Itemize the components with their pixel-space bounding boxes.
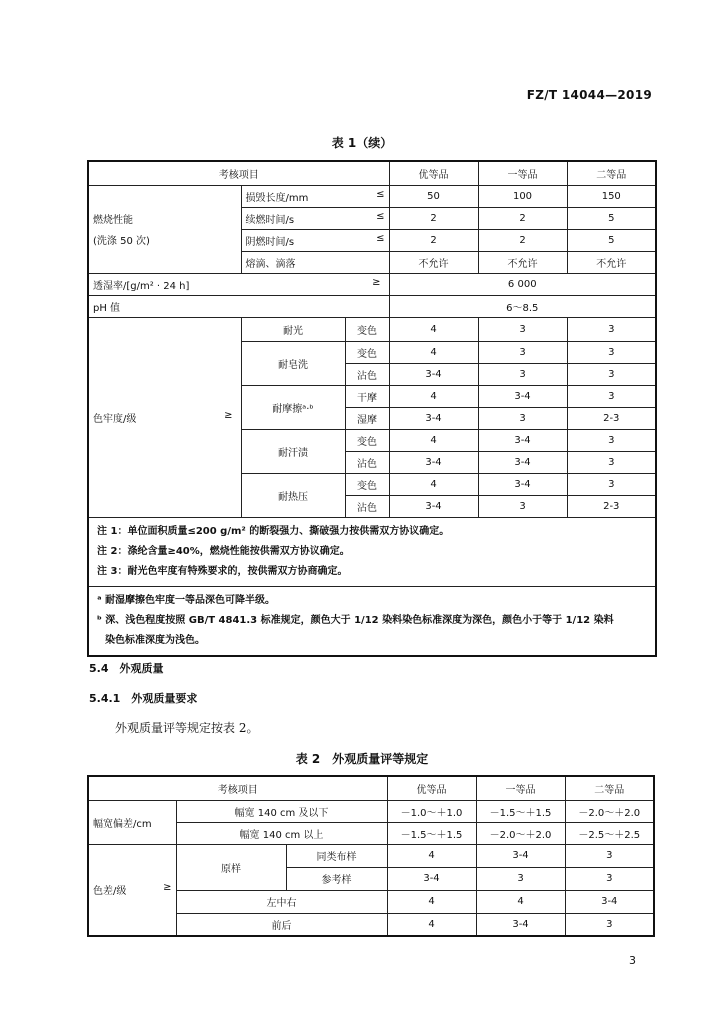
note-2: 注 2：涤纶含量≥40%，燃烧性能按供需双方协议确定。 <box>97 545 350 557</box>
cell-value: 5 <box>567 207 656 229</box>
moisture-sym: ≥ <box>372 276 381 288</box>
cell-value: 3 <box>565 867 654 890</box>
burn-item-cell <box>241 251 389 273</box>
fastness-sub: 沾色 <box>345 363 389 385</box>
cell-value: 3-4 <box>478 451 567 473</box>
note-3: 注 3：耐光色牢度有特殊要求的，按供需双方协商确定。 <box>97 565 348 577</box>
section-5-4-1: 5.4.1 外观质量要求 <box>89 692 198 705</box>
cell-value: 3 <box>565 844 654 867</box>
cell-value: 3 <box>567 429 656 451</box>
table2 <box>87 775 655 937</box>
cell-value: 3 <box>478 495 567 517</box>
cell-value: 3-4 <box>389 451 478 473</box>
table2-header-row <box>88 776 654 800</box>
cell-value: 3 <box>478 341 567 363</box>
fastness-group: 耐汗渍 <box>241 429 345 473</box>
width-item: 幅宽 140 cm 以上 <box>176 822 387 844</box>
burn-item-cell <box>241 207 389 229</box>
cell-value: 3 <box>567 341 656 363</box>
color-item: 左中右 <box>176 890 387 913</box>
cell-value: 4 <box>476 890 565 913</box>
fastness-sub: 沾色 <box>345 451 389 473</box>
cell-value: 5 <box>567 229 656 251</box>
cell-value: 3-4 <box>389 495 478 517</box>
color-diff-label-cell <box>88 844 176 936</box>
burn-item-sym: ≤ <box>376 232 385 244</box>
table1-footnotes <box>88 586 656 656</box>
header-grade-3: 二等品 <box>565 776 654 800</box>
cell-value: 4 <box>387 844 476 867</box>
cell-value: 4 <box>387 913 476 936</box>
cell-value: 4 <box>389 385 478 407</box>
fastness-sub: 湿摩 <box>345 407 389 429</box>
note-1: 注 1：单位面积质量≤200 g/m² 的断裂强力、撕破强力按供需双方协议确定。 <box>97 525 450 537</box>
cell-value: 3-4 <box>389 363 478 385</box>
table-row <box>88 185 656 207</box>
cell-value: 3-4 <box>478 385 567 407</box>
cell-value: 100 <box>478 185 567 207</box>
fastness-sub: 沾色 <box>345 495 389 517</box>
cell-value: 3 <box>567 363 656 385</box>
burn-label-cell <box>88 185 241 273</box>
cell-value: －1.0～＋1.0 <box>387 800 476 822</box>
cell-value: 3 <box>478 407 567 429</box>
moisture-value: 6 000 <box>389 273 656 295</box>
color-item: 参考样 <box>286 867 387 890</box>
burn-label-sub: (洗涤 50 次) <box>93 236 150 247</box>
section-5-4: 5.4 外观质量 <box>89 662 164 675</box>
cell-value: 2 <box>478 207 567 229</box>
burn-item-cell <box>241 229 389 251</box>
burn-item-sym: ≤ <box>376 210 385 222</box>
header-grade-2: 一等品 <box>478 161 567 185</box>
cell-value: －1.5～＋1.5 <box>387 822 476 844</box>
cell-value: 4 <box>389 341 478 363</box>
burn-item-name: 续燃时间/s <box>245 214 295 226</box>
cell-value: 3 <box>476 867 565 890</box>
header-grade-1: 优等品 <box>389 161 478 185</box>
width-label: 幅宽偏差/cm <box>88 800 176 844</box>
table1-header-row <box>88 161 656 185</box>
section-body-text: 外观质量评等规定按表 2。 <box>115 721 259 735</box>
table-row <box>88 317 656 341</box>
header-grade-2: 一等品 <box>476 776 565 800</box>
cell-value: 3 <box>567 451 656 473</box>
cell-value: －2.0～＋2.0 <box>476 822 565 844</box>
cell-value: 3-4 <box>565 890 654 913</box>
ph-label: pH 值 <box>88 295 389 317</box>
page-number: 3 <box>629 954 636 967</box>
fastness-sub: 变色 <box>345 317 389 341</box>
cell-value: 3 <box>567 317 656 341</box>
cell-value: 3-4 <box>387 867 476 890</box>
fastness-sub: 变色 <box>345 429 389 451</box>
header-grade-3: 二等品 <box>567 161 656 185</box>
cell-value: 2 <box>478 229 567 251</box>
footnote-a: ᵃ 耐湿摩擦色牢度一等品深色可降半级。 <box>97 594 276 606</box>
cell-value: 不允许 <box>567 251 656 273</box>
burn-item-sym: ≤ <box>376 188 385 200</box>
standard-code: FZ/T 14044—2019 <box>526 88 652 102</box>
burn-item-name: 阴燃时间/s <box>245 236 295 248</box>
ph-value: 6～8.5 <box>389 295 656 317</box>
cell-value: －2.0～＋2.0 <box>565 800 654 822</box>
cell-value: 150 <box>567 185 656 207</box>
footnote-b-cont: 染色标准深度为浅色。 <box>105 634 205 646</box>
cell-value: 3 <box>567 385 656 407</box>
table1-footnotes-row <box>88 586 656 656</box>
cell-value: 4 <box>389 473 478 495</box>
original-sample: 原样 <box>176 844 286 890</box>
color-item: 前后 <box>176 913 387 936</box>
color-diff-label: 色差/级 <box>93 886 127 898</box>
table1-notes <box>88 517 656 586</box>
cell-value: 3 <box>478 317 567 341</box>
table-row <box>88 800 654 822</box>
header-item: 考核项目 <box>88 776 387 800</box>
color-diff-sym: ≥ <box>163 882 172 894</box>
cell-value: 不允许 <box>478 251 567 273</box>
cell-value: 3 <box>478 363 567 385</box>
fastness-sub: 干摩 <box>345 385 389 407</box>
cell-value: 2-3 <box>567 495 656 517</box>
burn-label: 燃烧性能 <box>93 215 133 226</box>
table1 <box>87 160 657 657</box>
cell-value: 2 <box>389 207 478 229</box>
cell-value: 4 <box>389 317 478 341</box>
width-item: 幅宽 140 cm 及以下 <box>176 800 387 822</box>
cell-value: 50 <box>389 185 478 207</box>
cell-value: 4 <box>387 890 476 913</box>
fastness-group: 耐皂洗 <box>241 341 345 385</box>
table-row <box>88 273 656 295</box>
fastness-label: 色牢度/级 <box>93 413 137 425</box>
cell-value: 3 <box>567 473 656 495</box>
header-item: 考核项目 <box>88 161 389 185</box>
fastness-group: 耐光 <box>241 317 345 341</box>
burn-item-cell <box>241 185 389 207</box>
cell-value: 4 <box>389 429 478 451</box>
burn-item-name: 损毁长度/mm <box>245 192 309 204</box>
cell-value: 2 <box>389 229 478 251</box>
burn-item-name: 熔滴、滴落 <box>245 258 296 270</box>
fastness-sym: ≥ <box>224 409 233 421</box>
color-item: 同类布样 <box>286 844 387 867</box>
cell-value: 3-4 <box>476 913 565 936</box>
cell-value: －1.5～＋1.5 <box>476 800 565 822</box>
cell-value: 2-3 <box>567 407 656 429</box>
cell-value: 3-4 <box>389 407 478 429</box>
fastness-group: 耐热压 <box>241 473 345 517</box>
cell-value: －2.5～＋2.5 <box>565 822 654 844</box>
table-row <box>88 844 654 867</box>
table-row <box>88 295 656 317</box>
cell-value: 3 <box>565 913 654 936</box>
table2-caption: 表 2 外观质量评等规定 <box>295 752 429 766</box>
cell-value: 3-4 <box>478 429 567 451</box>
cell-value: 3-4 <box>478 473 567 495</box>
table1-notes-row <box>88 517 656 586</box>
fastness-group: 耐摩擦ᵃ·ᵇ <box>241 385 345 429</box>
cell-value: 3-4 <box>476 844 565 867</box>
moisture-cell <box>88 273 389 295</box>
fastness-label-cell <box>88 317 241 517</box>
table1-caption: 表 1（续） <box>331 136 393 150</box>
cell-value: 不允许 <box>389 251 478 273</box>
fastness-sub: 变色 <box>345 473 389 495</box>
header-grade-1: 优等品 <box>387 776 476 800</box>
fastness-sub: 变色 <box>345 341 389 363</box>
footnote-b: ᵇ 深、浅色程度按照 GB/T 4841.3 标准规定，颜色大于 1/12 染料染色标准深度为深色，颜色小于等于 1/12 染料 <box>97 614 614 626</box>
moisture-label: 透湿率/[g/m² · 24 h] <box>93 280 190 292</box>
